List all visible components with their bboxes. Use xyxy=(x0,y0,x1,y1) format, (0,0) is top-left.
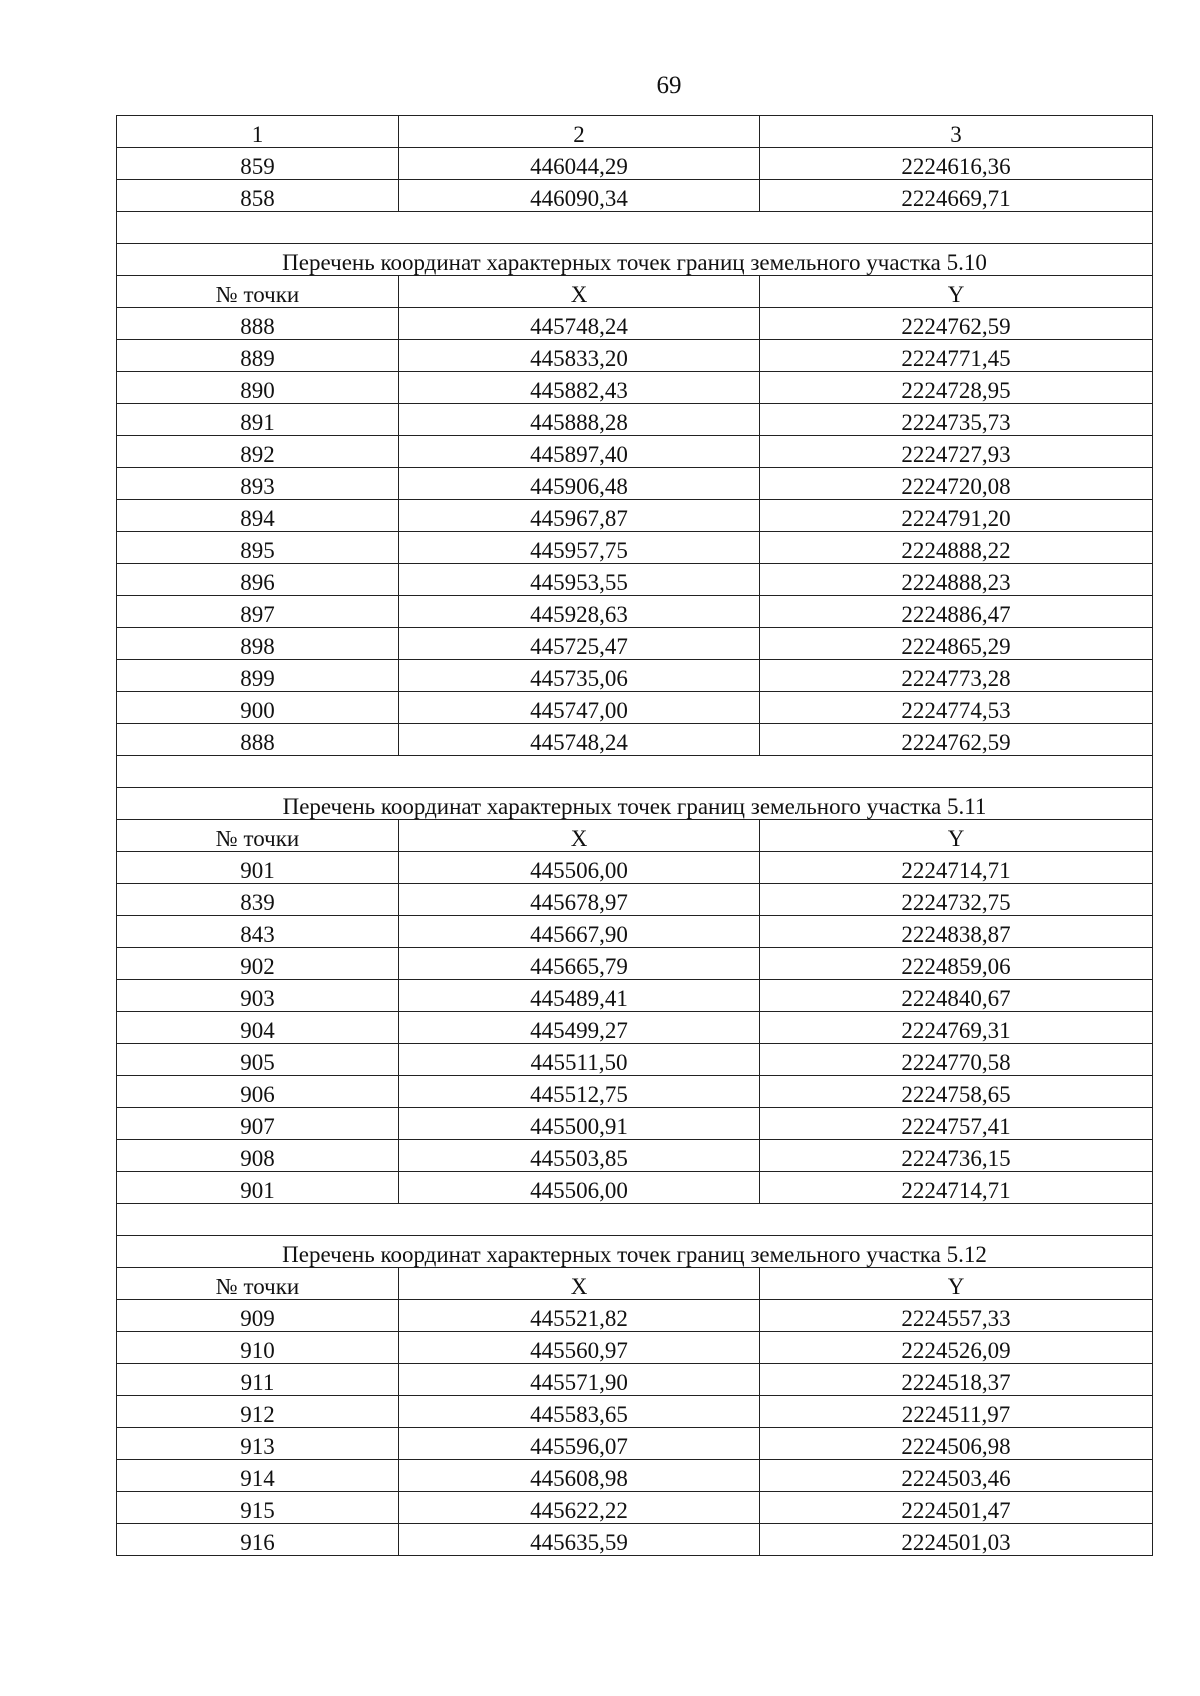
column-header: № точки xyxy=(117,1268,399,1300)
table-row xyxy=(117,180,1153,212)
x-coordinate-cell: 445506,00 xyxy=(399,852,760,884)
point-number-cell: 888 xyxy=(117,724,399,756)
y-coordinate-cell: 2224732,75 xyxy=(760,884,1153,916)
table-row xyxy=(117,884,1153,916)
x-coordinate-cell: 445511,50 xyxy=(399,1044,760,1076)
point-number-cell: 910 xyxy=(117,1332,399,1364)
point-number-cell: 913 xyxy=(117,1428,399,1460)
y-coordinate-cell: 2224838,87 xyxy=(760,916,1153,948)
section-title-row xyxy=(117,1236,1153,1268)
table-row xyxy=(117,1172,1153,1204)
y-coordinate-cell: 2224720,08 xyxy=(760,468,1153,500)
y-coordinate-cell: 2224714,71 xyxy=(760,1172,1153,1204)
y-coordinate-cell: 2224773,28 xyxy=(760,660,1153,692)
section-spacer-row xyxy=(117,212,1153,244)
point-number-cell: 858 xyxy=(117,180,399,212)
point-number-cell: 898 xyxy=(117,628,399,660)
section-column-header-row xyxy=(117,820,1153,852)
table-row xyxy=(117,1332,1153,1364)
y-coordinate-cell: 2224557,33 xyxy=(760,1300,1153,1332)
x-coordinate-cell: 445608,98 xyxy=(399,1460,760,1492)
table-row xyxy=(117,404,1153,436)
point-number-cell: 916 xyxy=(117,1524,399,1556)
point-number-cell: 890 xyxy=(117,372,399,404)
section-spacer-cell xyxy=(117,212,1153,244)
point-number-cell: 839 xyxy=(117,884,399,916)
y-coordinate-cell: 2224771,45 xyxy=(760,340,1153,372)
table-row xyxy=(117,564,1153,596)
y-coordinate-cell: 2224506,98 xyxy=(760,1428,1153,1460)
column-header: Y xyxy=(760,1268,1153,1300)
x-coordinate-cell: 445667,90 xyxy=(399,916,760,948)
point-number-cell: 904 xyxy=(117,1012,399,1044)
point-number-cell: 889 xyxy=(117,340,399,372)
table-row xyxy=(117,372,1153,404)
table-row xyxy=(117,1524,1153,1556)
point-number-cell: 909 xyxy=(117,1300,399,1332)
x-coordinate-cell: 445735,06 xyxy=(399,660,760,692)
point-number-cell: 859 xyxy=(117,148,399,180)
x-coordinate-cell: 445897,40 xyxy=(399,436,760,468)
table-row xyxy=(117,852,1153,884)
x-coordinate-cell: 445748,24 xyxy=(399,724,760,756)
coordinates-table xyxy=(116,115,1153,1556)
point-number-cell: 901 xyxy=(117,852,399,884)
x-coordinate-cell: 446090,34 xyxy=(399,180,760,212)
y-coordinate-cell: 2224503,46 xyxy=(760,1460,1153,1492)
y-coordinate-cell: 2224757,41 xyxy=(760,1108,1153,1140)
point-number-cell: 894 xyxy=(117,500,399,532)
x-coordinate-cell: 445928,63 xyxy=(399,596,760,628)
table-row xyxy=(117,724,1153,756)
point-number-cell: 897 xyxy=(117,596,399,628)
y-coordinate-cell: 2224735,73 xyxy=(760,404,1153,436)
table-row xyxy=(117,948,1153,980)
x-coordinate-cell: 445748,24 xyxy=(399,308,760,340)
x-coordinate-cell: 445747,00 xyxy=(399,692,760,724)
table-row xyxy=(117,1428,1153,1460)
section-column-header-row xyxy=(117,1268,1153,1300)
x-coordinate-cell: 445833,20 xyxy=(399,340,760,372)
point-number-cell: 905 xyxy=(117,1044,399,1076)
table-row xyxy=(117,1492,1153,1524)
table-row xyxy=(117,1396,1153,1428)
point-number-cell: 899 xyxy=(117,660,399,692)
x-coordinate-cell: 445678,97 xyxy=(399,884,760,916)
x-coordinate-cell: 445489,41 xyxy=(399,980,760,1012)
table-row xyxy=(117,1012,1153,1044)
y-coordinate-cell: 2224728,95 xyxy=(760,372,1153,404)
section-spacer-row xyxy=(117,756,1153,788)
table-row xyxy=(117,308,1153,340)
point-number-cell: 914 xyxy=(117,1460,399,1492)
table-row xyxy=(117,980,1153,1012)
y-coordinate-cell: 2224727,93 xyxy=(760,436,1153,468)
y-coordinate-cell: 2224526,09 xyxy=(760,1332,1153,1364)
y-coordinate-cell: 2224769,31 xyxy=(760,1012,1153,1044)
column-number-row xyxy=(117,116,1153,148)
point-number-cell: 911 xyxy=(117,1364,399,1396)
table-row xyxy=(117,692,1153,724)
point-number-cell: 906 xyxy=(117,1076,399,1108)
point-number-cell: 843 xyxy=(117,916,399,948)
column-number-cell: 1 xyxy=(117,116,399,148)
x-coordinate-cell: 445622,22 xyxy=(399,1492,760,1524)
x-coordinate-cell: 445957,75 xyxy=(399,532,760,564)
y-coordinate-cell: 2224501,03 xyxy=(760,1524,1153,1556)
table-row xyxy=(117,1364,1153,1396)
page-number: 69 xyxy=(656,72,682,99)
table-row xyxy=(117,532,1153,564)
y-coordinate-cell: 2224714,71 xyxy=(760,852,1153,884)
y-coordinate-cell: 2224518,37 xyxy=(760,1364,1153,1396)
table-row xyxy=(117,1140,1153,1172)
y-coordinate-cell: 2224840,67 xyxy=(760,980,1153,1012)
column-header: Y xyxy=(760,276,1153,308)
point-number-cell: 888 xyxy=(117,308,399,340)
y-coordinate-cell: 2224762,59 xyxy=(760,724,1153,756)
point-number-cell: 895 xyxy=(117,532,399,564)
point-number-cell: 893 xyxy=(117,468,399,500)
x-coordinate-cell: 445967,87 xyxy=(399,500,760,532)
x-coordinate-cell: 445888,28 xyxy=(399,404,760,436)
x-coordinate-cell: 445506,00 xyxy=(399,1172,760,1204)
x-coordinate-cell: 445953,55 xyxy=(399,564,760,596)
column-header: № точки xyxy=(117,276,399,308)
table-row xyxy=(117,1460,1153,1492)
section-title-row xyxy=(117,244,1153,276)
y-coordinate-cell: 2224888,23 xyxy=(760,564,1153,596)
y-coordinate-cell: 2224736,15 xyxy=(760,1140,1153,1172)
coordinates-table-body xyxy=(117,116,1153,1556)
x-coordinate-cell: 445560,97 xyxy=(399,1332,760,1364)
point-number-cell: 896 xyxy=(117,564,399,596)
table-row xyxy=(117,148,1153,180)
y-coordinate-cell: 2224762,59 xyxy=(760,308,1153,340)
y-coordinate-cell: 2224888,22 xyxy=(760,532,1153,564)
point-number-cell: 907 xyxy=(117,1108,399,1140)
table-row xyxy=(117,500,1153,532)
x-coordinate-cell: 445512,75 xyxy=(399,1076,760,1108)
section-title-row xyxy=(117,788,1153,820)
section-title: Перечень координат характерных точек границ земельного участка 5.12 xyxy=(117,1236,1153,1268)
table-row xyxy=(117,596,1153,628)
y-coordinate-cell: 2224501,47 xyxy=(760,1492,1153,1524)
table-row xyxy=(117,628,1153,660)
point-number-cell: 908 xyxy=(117,1140,399,1172)
x-coordinate-cell: 445500,91 xyxy=(399,1108,760,1140)
column-header: Y xyxy=(760,820,1153,852)
section-spacer-row xyxy=(117,1204,1153,1236)
table-row xyxy=(117,1108,1153,1140)
y-coordinate-cell: 2224770,58 xyxy=(760,1044,1153,1076)
table-row xyxy=(117,1044,1153,1076)
x-coordinate-cell: 445571,90 xyxy=(399,1364,760,1396)
table-row xyxy=(117,436,1153,468)
x-coordinate-cell: 445665,79 xyxy=(399,948,760,980)
section-title: Перечень координат характерных точек границ земельного участка 5.11 xyxy=(117,788,1153,820)
y-coordinate-cell: 2224865,29 xyxy=(760,628,1153,660)
y-coordinate-cell: 2224669,71 xyxy=(760,180,1153,212)
column-header: X xyxy=(399,276,760,308)
column-number-cell: 2 xyxy=(399,116,760,148)
point-number-cell: 915 xyxy=(117,1492,399,1524)
point-number-cell: 901 xyxy=(117,1172,399,1204)
y-coordinate-cell: 2224774,53 xyxy=(760,692,1153,724)
table-row xyxy=(117,1076,1153,1108)
y-coordinate-cell: 2224886,47 xyxy=(760,596,1153,628)
section-column-header-row xyxy=(117,276,1153,308)
x-coordinate-cell: 446044,29 xyxy=(399,148,760,180)
point-number-cell: 912 xyxy=(117,1396,399,1428)
x-coordinate-cell: 445725,47 xyxy=(399,628,760,660)
x-coordinate-cell: 445882,43 xyxy=(399,372,760,404)
point-number-cell: 902 xyxy=(117,948,399,980)
column-number-cell: 3 xyxy=(760,116,1153,148)
table-row xyxy=(117,1300,1153,1332)
y-coordinate-cell: 2224791,20 xyxy=(760,500,1153,532)
table-row xyxy=(117,468,1153,500)
x-coordinate-cell: 445503,85 xyxy=(399,1140,760,1172)
column-header: X xyxy=(399,820,760,852)
section-spacer-cell xyxy=(117,756,1153,788)
column-header: X xyxy=(399,1268,760,1300)
table-row xyxy=(117,916,1153,948)
y-coordinate-cell: 2224511,97 xyxy=(760,1396,1153,1428)
x-coordinate-cell: 445635,59 xyxy=(399,1524,760,1556)
point-number-cell: 892 xyxy=(117,436,399,468)
x-coordinate-cell: 445596,07 xyxy=(399,1428,760,1460)
section-title: Перечень координат характерных точек границ земельного участка 5.10 xyxy=(117,244,1153,276)
x-coordinate-cell: 445583,65 xyxy=(399,1396,760,1428)
point-number-cell: 891 xyxy=(117,404,399,436)
y-coordinate-cell: 2224616,36 xyxy=(760,148,1153,180)
section-spacer-cell xyxy=(117,1204,1153,1236)
x-coordinate-cell: 445521,82 xyxy=(399,1300,760,1332)
x-coordinate-cell: 445906,48 xyxy=(399,468,760,500)
point-number-cell: 903 xyxy=(117,980,399,1012)
x-coordinate-cell: 445499,27 xyxy=(399,1012,760,1044)
table-row xyxy=(117,340,1153,372)
table-row xyxy=(117,660,1153,692)
column-header: № точки xyxy=(117,820,399,852)
y-coordinate-cell: 2224859,06 xyxy=(760,948,1153,980)
point-number-cell: 900 xyxy=(117,692,399,724)
y-coordinate-cell: 2224758,65 xyxy=(760,1076,1153,1108)
